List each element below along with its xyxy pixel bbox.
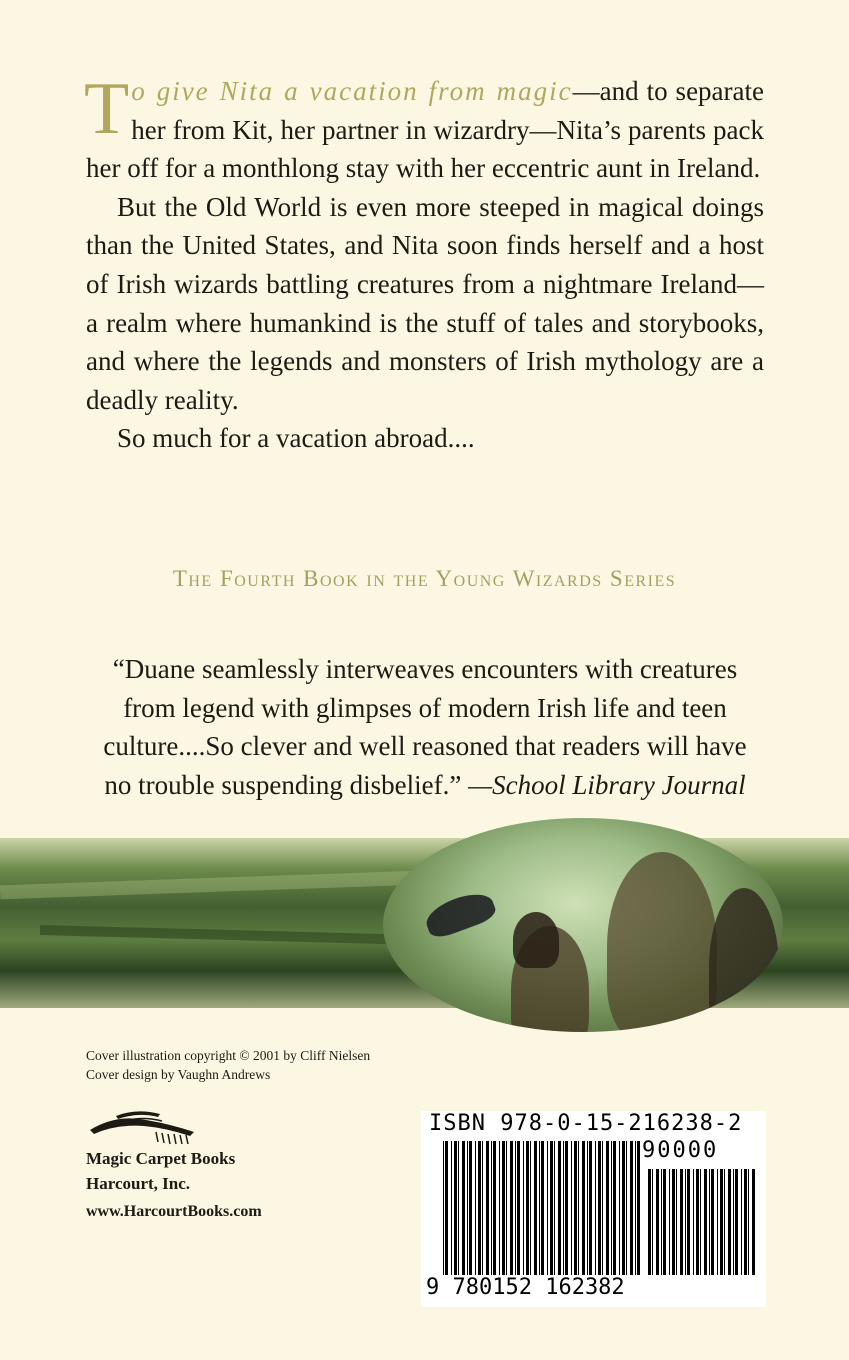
tall-figure	[607, 852, 717, 1032]
imprint-name: Magic Carpet Books	[86, 1149, 236, 1168]
cover-credits	[86, 1046, 370, 1084]
cover-illustration	[383, 818, 783, 1032]
blurb-paragraph-1: —and to separate her from Kit, her partner in wizardry—Nita’s parents pack her off for a monthlong stay with her eccentric aunt in Ireland.	[86, 76, 764, 184]
price-bars	[648, 1169, 758, 1289]
isbn-barcode	[421, 1111, 766, 1307]
review-text: “Duane seamlessly interweaves encounters with creatures from legend with glimpses of modern Irish life and teen culture....So clever and well reasoned that readers will have no trouble suspending disbelief.”	[103, 654, 747, 800]
blurb-paragraph-3: So much for a vacation abroad....	[117, 423, 475, 454]
drop-cap: T	[84, 68, 130, 150]
publisher-url: www.HarcourtBooks.com	[86, 1203, 262, 1220]
lead-in: o give Nita a vacation from magic	[131, 76, 573, 106]
cat-figure	[422, 887, 499, 941]
shadow-figure	[709, 888, 779, 1032]
blurb-text	[84, 68, 764, 458]
isbn-label: ISBN 978-0-15-216238-2	[429, 1111, 743, 1136]
barcode-digits: 9 780152 162382	[426, 1275, 625, 1300]
girl-head	[513, 912, 559, 968]
ean-bars	[443, 1141, 643, 1291]
publisher-name: Harcourt, Inc.	[86, 1174, 191, 1193]
blurb-paragraph-2: But the Old World is even more steeped in magical doings than the United States, and Nita soon finds herself and a host of Irish wizards battling creatures from a nightmare Ireland—a realm where humankind is the stuff of tales and storybooks, and where the legends and monsters of Irish mythology are a deadly reality.	[86, 191, 764, 415]
illustration-credit: Cover illustration copyright © 2001 by Cliff Nielsen	[86, 1048, 371, 1063]
series-line: The Fourth Book in the Young Wizards Series	[172, 566, 677, 591]
price-code: 90000	[642, 1138, 719, 1163]
magic-carpet-logo-icon	[86, 1106, 198, 1146]
publisher-block	[86, 1106, 262, 1224]
review-quote	[90, 650, 760, 804]
design-credit: Cover design by Vaughn Andrews	[86, 1067, 271, 1082]
review-source: —School Library Journal	[468, 769, 746, 800]
